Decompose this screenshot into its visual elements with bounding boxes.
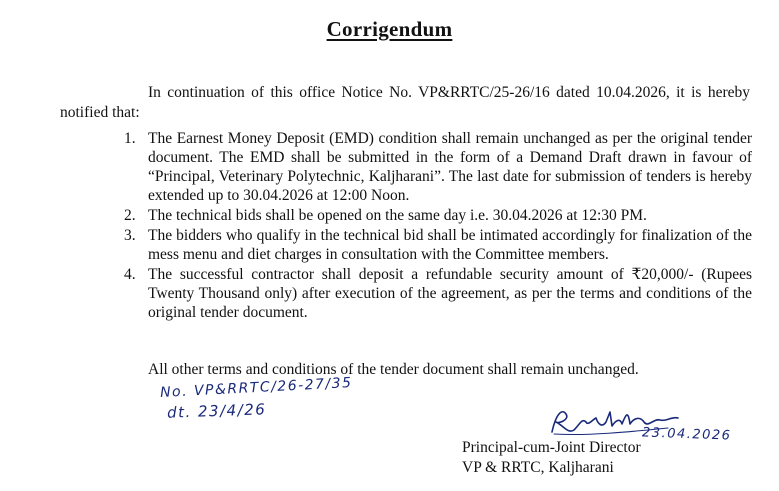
list-item-text: The technical bids shall be opened on the same day i.e. 30.04.2026 at 12:30 PM. <box>148 207 647 224</box>
handwritten-reference-date: dt. 23/4/26 <box>166 400 267 422</box>
list-item-number: 2. <box>124 207 136 224</box>
closing-statement: All other terms and conditions of the tender document shall remain unchanged. <box>148 361 639 378</box>
list-item-text: The bidders who qualify in the technical bid shall be intimated accordingly for finalization of the mess menu and diet charges in consultation with the Committee members. <box>148 227 752 263</box>
document-title: Corrigendum <box>326 17 453 41</box>
list-item <box>118 226 752 264</box>
signatory-office: VP & RRTC, Kaljharani <box>462 459 614 476</box>
handwritten-sign-date: 23.04.2026 <box>641 425 732 444</box>
notice-items-list <box>118 129 752 323</box>
handwritten-reference-number: No. VP&RRTC/26-27/35 <box>159 374 353 402</box>
list-item-number: 4. <box>124 266 136 283</box>
list-item-number: 3. <box>124 227 136 244</box>
signatory-designation: Principal-cum-Joint Director <box>462 439 641 456</box>
signatory-block <box>462 438 641 478</box>
list-item-text: The Earnest Money Deposit (EMD) condition shall remain unchanged as per the original tender document. The EMD shall be submitted in the form of a Demand Draft drawn in favour of “Principal, Veterinary Polytechnic, Kaljharani”. The last date for submission of tenders is hereby extended up to 30.04.2026 at 12:00 Noon. <box>148 130 752 204</box>
list-item-number: 1. <box>124 130 136 147</box>
list-item-text: The successful contractor shall deposit a refundable security amount of ₹20,000/- (Rupees Twenty Thousand only) after execution of the agreement, as per the terms and conditions of the original tender document. <box>148 266 752 321</box>
list-item <box>118 265 752 322</box>
list-item <box>118 129 752 205</box>
list-item <box>118 206 752 225</box>
intro-paragraph: In continuation of this office Notice No. VP&RRTC/25-26/16 dated 10.04.2026, it is hereby notified that: <box>60 83 750 121</box>
